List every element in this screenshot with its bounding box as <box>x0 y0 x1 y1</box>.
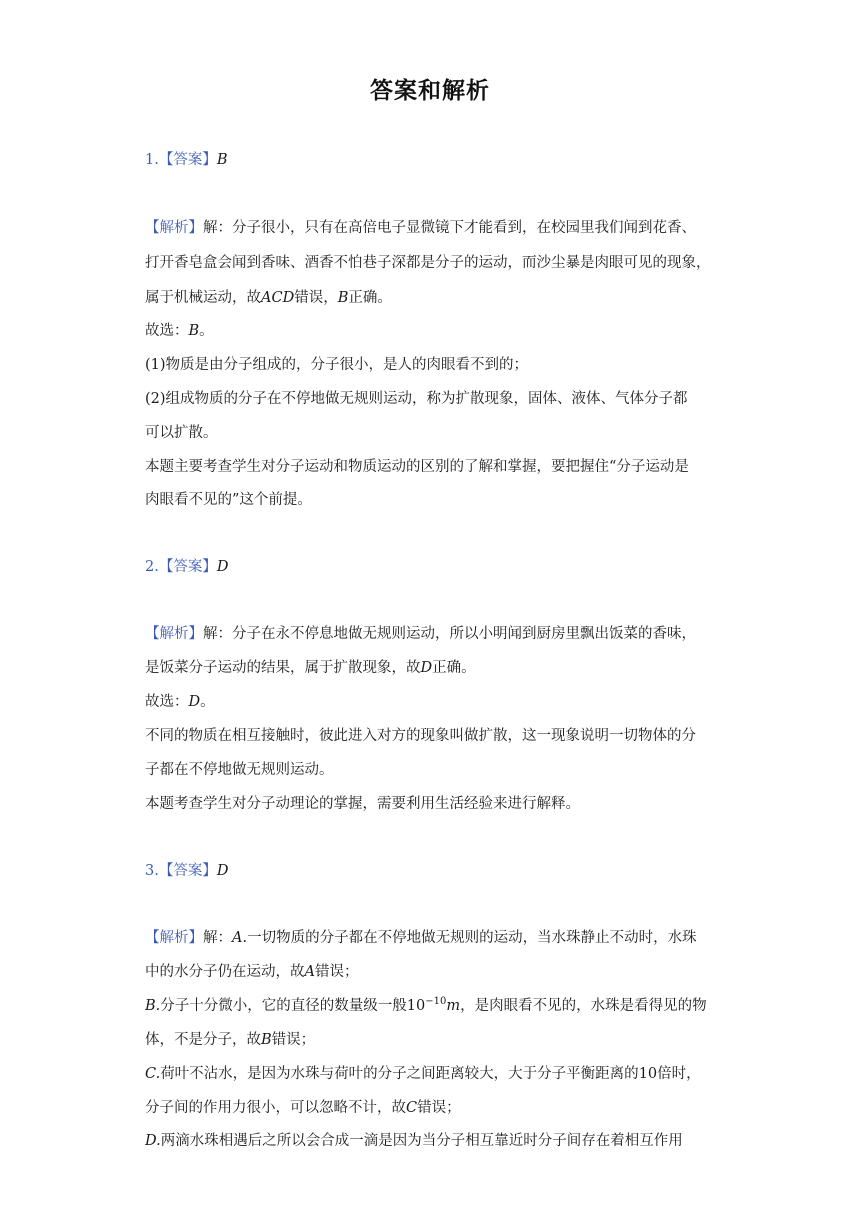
q1-analysis-line-2 <box>145 253 720 273</box>
q1-text-3e: 正确。 <box>348 290 392 306</box>
q1-text-9: 肉眼看不见的”这个前提。 <box>145 492 312 508</box>
q3-text-4a: 体，不是分子，故 <box>145 1032 261 1048</box>
q3-option-d-line-1 <box>145 1131 720 1151</box>
q3-option-b-line-1 <box>145 996 720 1016</box>
q2-analysis-line-1 <box>145 624 720 644</box>
q1-text-4b: B <box>188 323 200 339</box>
q2-text-1: 解：分子在永不停息地做无规则运动，所以小明闻到厨房里飘出饭菜的香味， <box>203 626 696 642</box>
q3-text-4c: 错误； <box>271 1032 316 1048</box>
q1-summary-2 <box>145 490 720 510</box>
q3-text-6b: C <box>406 1100 418 1116</box>
q1-point-1 <box>145 355 720 375</box>
q1-text-3d: B <box>337 290 349 306</box>
q3-text-1c: 一切物质的分子都在不停地做无规则的运动，当水珠静止不动时，水珠 <box>247 930 697 946</box>
q1-text-7: 可以扩散。 <box>145 425 218 441</box>
q3-analysis-tag: 【解析】 <box>145 930 203 946</box>
q1-text-3c: 错误， <box>294 290 338 306</box>
q2-text-2b: D <box>420 660 433 676</box>
page-title: 答案和解析 <box>370 78 490 104</box>
q2-analysis-tag: 【解析】 <box>145 626 203 642</box>
q3-text-7a: D. <box>145 1133 161 1149</box>
q3-option-c-line-2 <box>145 1098 720 1118</box>
q1-text-8: 本题主要考查学生对分子运动和物质运动的区别的了解和掌握，要把握住“分子运动是 <box>145 459 689 475</box>
q2-text-5: 子都在不停地做无规则运动。 <box>145 762 334 778</box>
q2-summary <box>145 794 720 814</box>
q1-text-4a: 故选： <box>145 323 189 339</box>
q1-answer-line <box>145 150 720 170</box>
q3-text-5b: 荷叶不沾水，是因为水珠与荷叶的分子之间距离较大，大于分子平衡距离的 <box>160 1066 639 1082</box>
q3-unit: m <box>446 998 461 1014</box>
q1-analysis-tag: 【解析】 <box>145 220 203 236</box>
q2-text-4: 不同的物质在相互接触时，彼此进入对方的现象叫做扩散，这一现象说明一切物体的分 <box>145 728 696 744</box>
q1-text-3a: 属于机械运动，故 <box>145 290 261 306</box>
q1-summary-1 <box>145 457 720 477</box>
q3-analysis-line-1 <box>145 928 720 948</box>
q2-explain-2 <box>145 760 720 780</box>
q1-answer-tag: 【答案】 <box>158 152 217 168</box>
q3-number: 3. <box>145 863 159 879</box>
q3-exponent: −10 <box>425 996 447 1007</box>
q3-analysis-line-2 <box>145 962 720 982</box>
q1-text-1: 解：分子很小，只有在高倍电子显微镜下才能看到，在校园里我们闻到花香、 <box>203 220 696 236</box>
q3-text-5d: 倍时， <box>657 1066 701 1082</box>
q3-text-3a: B. <box>145 998 161 1014</box>
q2-choice-line <box>145 692 720 712</box>
q3-answer-line <box>145 861 720 881</box>
q3-answer: D <box>216 863 229 879</box>
q2-answer-line <box>145 557 720 577</box>
q2-answer: D <box>216 559 229 575</box>
q3-answer-tag: 【答案】 <box>158 863 217 879</box>
q3-text-5c: 10 <box>638 1066 658 1082</box>
q3-text-4b: B <box>261 1032 272 1048</box>
q1-text-5: (1)物质是由分子组成的，分子很小，是人的肉眼看不到的； <box>145 357 529 373</box>
q1-text-3b: ACD <box>261 290 295 306</box>
q2-text-2a: 是饭菜分子运动的结果，属于扩散现象，故 <box>145 660 421 676</box>
q3-option-c-line-1 <box>145 1064 720 1084</box>
q2-text-3a: 故选： <box>145 694 189 710</box>
q2-text-3c: 。 <box>200 694 215 710</box>
q3-text-6a: 分子间的作用力很小，可以忽略不计，故 <box>145 1100 406 1116</box>
q1-analysis-line-1 <box>145 218 720 238</box>
q3-text-7b: 两滴水珠相遇后之所以会合成一滴是因为当分子相互靠近时分子间存在着相互作用 <box>160 1133 683 1149</box>
q3-text-2b: A <box>304 964 315 980</box>
q2-answer-tag: 【答案】 <box>158 559 217 575</box>
q1-text-2: 打开香皂盒会闻到香味、酒香不怕巷子深都是分子的运动，而沙尘暴是肉眼可见的现象， <box>145 255 711 271</box>
q3-text-2a: 中的水分子仍在运动，故 <box>145 964 305 980</box>
q2-text-2c: 正确。 <box>432 660 476 676</box>
q1-text-6: (2)组成物质的分子在不停地做无规则运动，称为扩散现象，固体、液体、气体分子都 <box>145 391 688 407</box>
q3-text-3b: 分子十分微小，它的直径的数量级一般 <box>160 998 407 1014</box>
q1-number: 1. <box>145 152 159 168</box>
q2-number: 2. <box>145 559 159 575</box>
q3-text-2c: 错误； <box>314 964 359 980</box>
q3-text-1b: A. <box>232 930 248 946</box>
q2-text-6: 本题考查学生对分子动理论的掌握，需要利用生活经验来进行解释。 <box>145 796 580 812</box>
q1-analysis-line-3 <box>145 288 720 308</box>
q2-explain-1 <box>145 726 720 746</box>
q1-text-4c: 。 <box>199 323 214 339</box>
q1-point-2-cont <box>145 423 720 443</box>
q1-choice-line <box>145 321 720 341</box>
q3-text-6c: 错误； <box>417 1100 461 1116</box>
q2-analysis-line-2 <box>145 658 720 678</box>
q1-answer: B <box>216 152 228 168</box>
q2-text-3b: D <box>188 694 201 710</box>
q3-text-3f: ，是肉眼看不见的，水珠是看得见的物 <box>460 998 707 1014</box>
q1-point-2 <box>145 389 720 409</box>
q3-text-1a: 解： <box>203 930 232 946</box>
q3-option-b-line-2 <box>145 1030 720 1050</box>
q3-text-3c: 10 <box>406 998 426 1014</box>
q3-text-5a: C. <box>145 1066 161 1082</box>
